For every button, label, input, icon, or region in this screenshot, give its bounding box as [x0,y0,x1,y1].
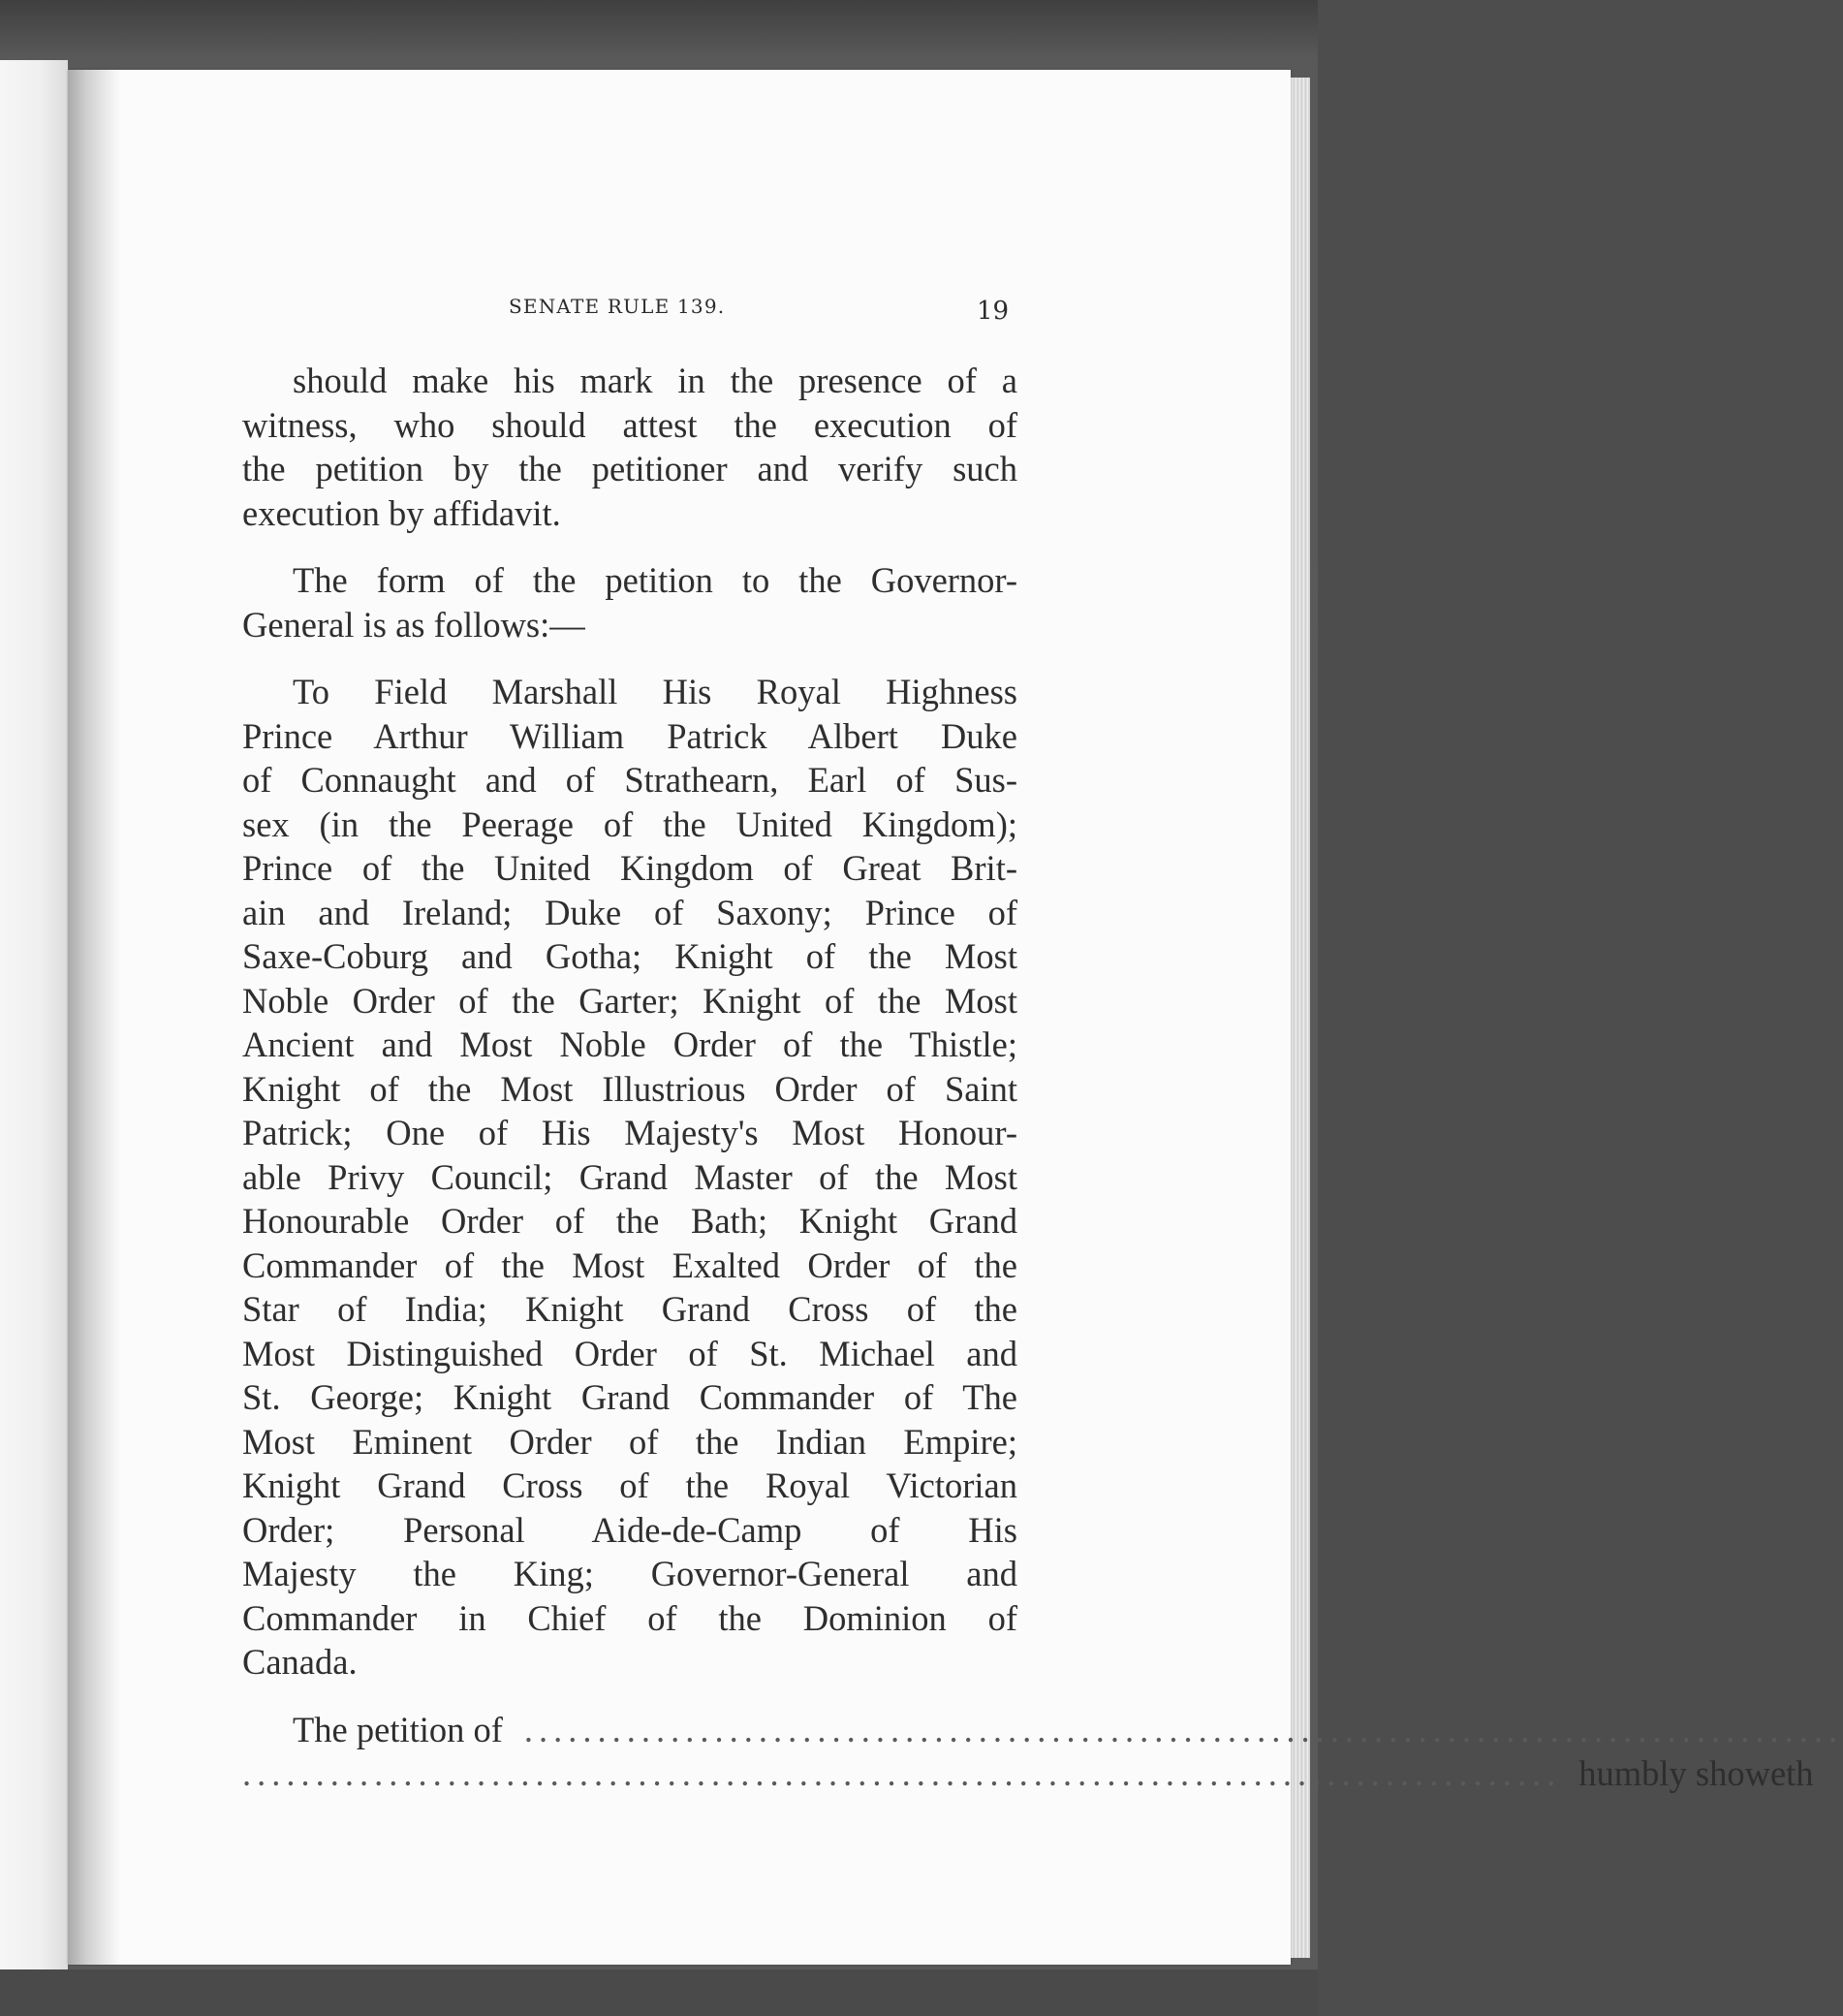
text-line: Noble Order of the Garter; Knight of the Most [242,980,1017,1021]
page-number: 19 [977,297,1010,326]
humbly-showeth-label: humbly showeth [1578,1753,1814,1793]
text-line: Order; Personal Aide-de-Camp of His [242,1509,1017,1550]
text-line: Honourable Order of the Bath; Knight Grand [242,1201,1017,1241]
body-text [242,359,1843,1796]
text-line: Most Distinguished Order of St. Michael and [242,1333,1017,1373]
text-line: should make his mark in the presence of a [293,361,1017,400]
text-line: Ancient and Most Noble Order of the Thistle; [242,1024,1017,1064]
running-head: SENATE RULE 139. [509,295,726,318]
text-line: Star of India; Knight Grand Cross of the [242,1289,1017,1329]
text-line: Prince of the United Kingdom of Great Brit- [242,848,1017,888]
text-line: Knight of the Most Illustrious Order of Saint [242,1068,1017,1109]
text-line: Most Eminent Order of the Indian Empire; [242,1421,1017,1462]
left-page-edge [0,60,68,1969]
text-line: St. George; Knight Grand Commander of The [242,1377,1017,1417]
text-line: of Connaught and of Strathearn, Earl of Sus- [242,760,1017,800]
text-line: General is as follows:— [242,604,585,645]
text-line: the petition by the petitioner and verify such [242,449,1017,488]
text-line: witness, who should attest the execution of [242,404,1017,445]
text-line: execution by affidavit. [242,492,561,533]
text-line: Majesty the King; Governor-General and [242,1554,1017,1593]
text-line: Knight Grand Cross of the Royal Victorian [242,1465,1017,1505]
text-line: To Field Marshall His Royal Highness [293,672,1017,711]
humbly-showeth-line [242,1751,1814,1796]
blank-dotted-leader: .......................................................................................... [523,1709,1843,1749]
text-line: Saxe-Coburg and Gotha; Knight of the Most [242,936,1017,976]
text-line: Commander of the Most Exalted Order of the [242,1244,1017,1285]
petition-of-label: The petition of [293,1709,503,1749]
paragraph-2 [242,558,1017,646]
text-line: ain and Ireland; Duke of Saxony; Prince of [242,892,1017,932]
text-line: Canada. [242,1642,358,1682]
petition-form-lines [242,1708,1843,1796]
blank-dotted-leader: .......................................................................................... [242,1753,1562,1793]
petition-of-line [242,1708,1843,1752]
binding-shadow [68,70,121,1965]
text-line: able Privy Council; Grand Master of the Most [242,1156,1017,1197]
paragraph-3 [242,670,1017,1685]
text-line: Prince Arthur William Patrick Albert Duke [242,715,1017,756]
scanner-bed [0,1969,1318,2016]
text-line: Commander in Chief of the Dominion of [242,1597,1017,1638]
text-line: sex (in the Peerage of the United Kingdom); [242,803,1017,844]
text-line: The form of the petition to the Governor- [293,560,1017,600]
paragraph-1 [242,359,1017,535]
text-line: Patrick; One of His Majesty's Most Honour- [242,1113,1017,1152]
